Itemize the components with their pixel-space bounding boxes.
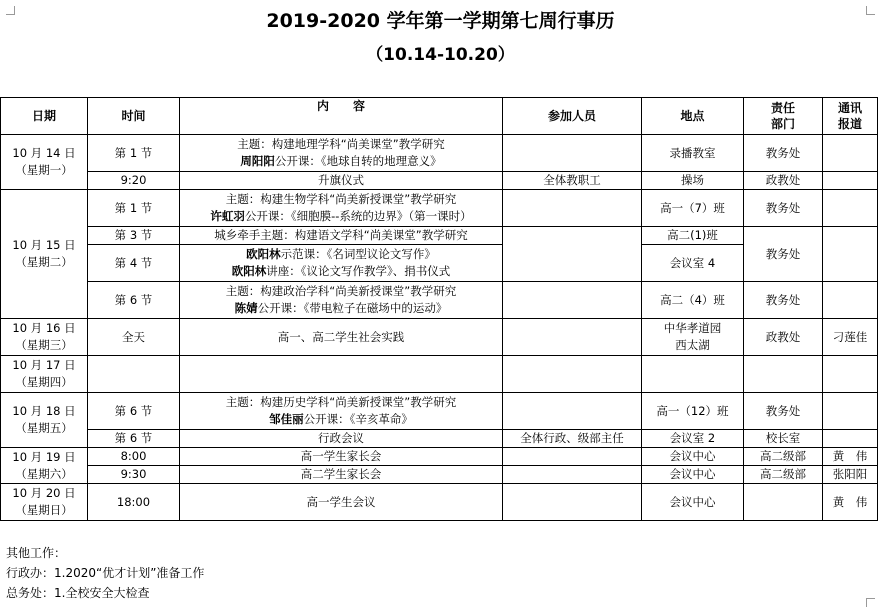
time-cell [88, 356, 180, 393]
table-row [1, 282, 878, 319]
news-cell [823, 282, 878, 319]
location-cell: 高一（12）班 [642, 393, 744, 430]
time-cell: 第 6 节 [88, 393, 180, 430]
content-cell: 主题：构建政治学科“尚美新授课堂”教学研究 陈婧公开课：《带电粒子在磁场中的运动》 [180, 282, 503, 319]
participants-cell [503, 466, 642, 484]
other-work-item: 行政办：1.2020“优才计划”准备工作 [6, 566, 205, 580]
location-cell: 中华孝道园 西太湖 [642, 319, 744, 356]
department-cell: 教务处 [744, 282, 823, 319]
news-cell [823, 356, 878, 393]
location-cell: 会议中心 [642, 448, 744, 466]
location-cell: 高一（7）班 [642, 190, 744, 227]
department-cell [744, 356, 823, 393]
time-cell: 全天 [88, 319, 180, 356]
department-cell: 高二级部 [744, 466, 823, 484]
time-cell: 第 1 节 [88, 135, 180, 172]
content-cell: 高一学生家长会 [180, 448, 503, 466]
table-row [1, 319, 878, 356]
content-cell: 城乡牵手主题：构建语文学科“尚美课堂”教学研究 [180, 227, 503, 245]
content-cell: 欧阳林示范课：《名词型议论文写作》 欧阳林讲座：《议论文写作教学》、捐书仪式 [180, 245, 503, 282]
department-cell: 教务处 [744, 227, 823, 282]
news-cell [823, 190, 878, 227]
news-cell [823, 172, 878, 190]
table-row [1, 227, 878, 245]
department-cell: 政教处 [744, 319, 823, 356]
col-participants: 参加人员 [503, 98, 642, 135]
department-cell: 高二级部 [744, 448, 823, 466]
table-row [1, 393, 878, 430]
location-cell: 操场 [642, 172, 744, 190]
location-cell [642, 356, 744, 393]
participants-cell: 全体行政、级部主任 [503, 430, 642, 448]
time-cell: 第 6 节 [88, 282, 180, 319]
department-cell: 政教处 [744, 172, 823, 190]
table-row [1, 430, 878, 448]
department-cell: 教务处 [744, 135, 823, 172]
table-row [1, 190, 878, 227]
time-cell: 8:00 [88, 448, 180, 466]
department-cell [744, 484, 823, 521]
news-cell: 黄 伟 [823, 448, 878, 466]
participants-cell [503, 393, 642, 430]
content-cell: 高一学生会议 [180, 484, 503, 521]
news-cell: 刁莲佳 [823, 319, 878, 356]
date-cell: 10 月 14 日 （星期一） [1, 135, 88, 190]
header-row [1, 98, 878, 135]
news-cell [823, 227, 878, 282]
table-row [1, 448, 878, 466]
news-cell [823, 135, 878, 172]
time-cell: 第 1 节 [88, 190, 180, 227]
location-cell: 会议室 2 [642, 430, 744, 448]
content-cell: 主题：构建地理学科“尚美课堂”教学研究 周阳阳公开课：《地球自转的地理意义》 [180, 135, 503, 172]
time-cell: 9:30 [88, 466, 180, 484]
table-row [1, 484, 878, 521]
news-cell: 张阳阳 [823, 466, 878, 484]
participants-cell [503, 448, 642, 466]
schedule-table [0, 97, 878, 521]
content-cell: 高一、高二学生社会实践 [180, 319, 503, 356]
participants-cell [503, 227, 642, 282]
date-cell: 10 月 19 日 （星期六） [1, 448, 88, 484]
location-cell: 会议中心 [642, 484, 744, 521]
col-news: 通讯 报道 [823, 98, 878, 135]
date-cell: 10 月 18 日 （星期五） [1, 393, 88, 448]
date-cell: 10 月 16 日 （星期三） [1, 319, 88, 356]
location-cell: 会议中心 [642, 466, 744, 484]
date-cell: 10 月 15 日 （星期二） [1, 190, 88, 319]
other-work-section [6, 543, 204, 603]
news-cell [823, 430, 878, 448]
date-cell: 10 月 20 日 （星期日） [1, 484, 88, 521]
col-date: 日期 [1, 98, 88, 135]
content-cell: 主题：构建历史学科“尚美新授课堂”教学研究 邹佳丽公开课：《辛亥革命》 [180, 393, 503, 430]
participants-cell [503, 282, 642, 319]
participants-cell [503, 135, 642, 172]
page-title: 2019-2020 学年第一学期第七周行事历 [266, 10, 615, 32]
content-cell: 高二学生家长会 [180, 466, 503, 484]
participants-cell [503, 484, 642, 521]
time-cell: 9:20 [88, 172, 180, 190]
department-cell: 校长室 [744, 430, 823, 448]
time-cell: 第 6 节 [88, 430, 180, 448]
location-cell: 会议室 4 [642, 245, 744, 282]
col-location: 地点 [642, 98, 744, 135]
location-cell: 高二（4）班 [642, 282, 744, 319]
table-row [1, 135, 878, 172]
content-cell: 行政会议 [180, 430, 503, 448]
location-cell: 高二(1)班 [642, 227, 744, 245]
other-work-item: 总务处：1.全校安全大检查 [6, 586, 150, 600]
content-cell: 升旗仪式 [180, 172, 503, 190]
col-content: 内 容 [180, 98, 503, 135]
corner-mark-bottom-right [866, 598, 875, 607]
page-subtitle: （10.14-10.20） [366, 45, 515, 65]
news-cell: 黄 伟 [823, 484, 878, 521]
date-cell: 10 月 17 日 （星期四） [1, 356, 88, 393]
news-cell [823, 393, 878, 430]
col-time: 时间 [88, 98, 180, 135]
time-cell: 第 3 节 [88, 227, 180, 245]
content-cell: 主题：构建生物学科“尚美新授课堂”教学研究 许虹羽公开课：《细胞膜--系统的边界》（第一课时） [180, 190, 503, 227]
department-cell: 教务处 [744, 190, 823, 227]
participants-cell [503, 190, 642, 227]
table-row [1, 356, 878, 393]
content-cell [180, 356, 503, 393]
department-cell: 教务处 [744, 393, 823, 430]
participants-cell [503, 319, 642, 356]
table-row [1, 172, 878, 190]
table-row [1, 466, 878, 484]
participants-cell [503, 356, 642, 393]
time-cell: 第 4 节 [88, 245, 180, 282]
location-cell: 录播教室 [642, 135, 744, 172]
other-work-heading: 其他工作： [6, 546, 67, 560]
col-department: 责任 部门 [744, 98, 823, 135]
time-cell: 18:00 [88, 484, 180, 521]
participants-cell: 全体教职工 [503, 172, 642, 190]
